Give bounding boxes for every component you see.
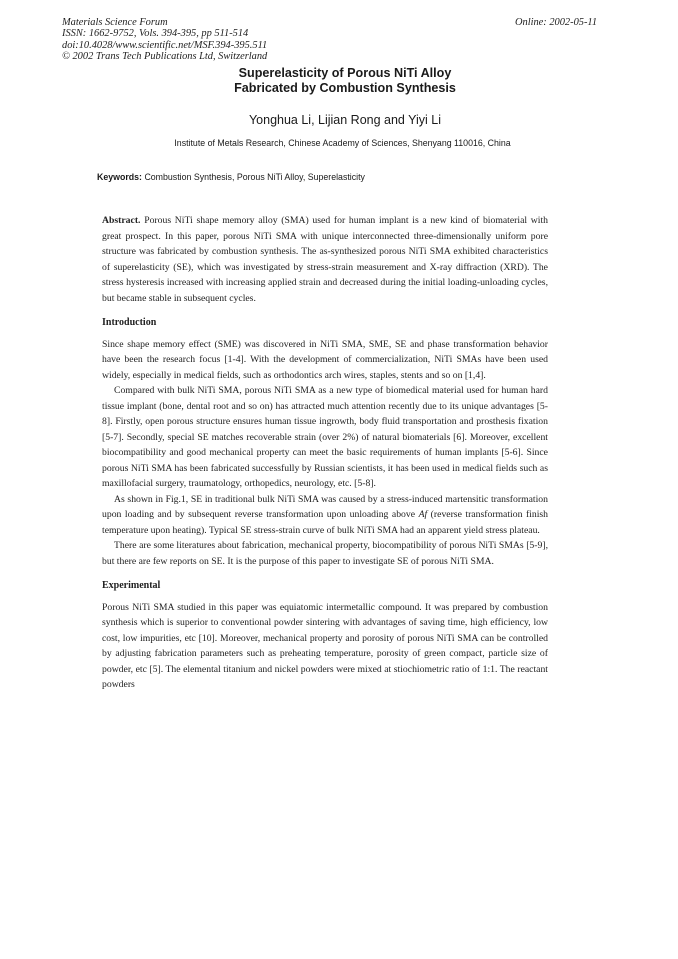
intro-paragraph-3 [102, 492, 548, 539]
title-line-1: Superelasticity of Porous NiTi Alloy [238, 66, 452, 80]
intro-paragraph-2: Compared with bulk NiTi SMA, porous NiTi SMA as a new type of biomedical material used for human hard tissue implant (bone, dental root and so on) has attracted much attention recently due to its unique advantages [5-8]. Firstly, open porous structure ensures human tissue ingrowth, body fluid transportation and prosthesis fixation [5-7]. Secondly, special SE matches recoverable strain (over 2%) of natural biomaterials [6]. Moreover, excellent biocompatibility and good mechanical property can meet the basic requirements of human implants [5-6]. Since porous NiTi SMA has been fabricated successfully by Russian scientists, it has been used in medical fields such as maxillofacial surgery, traumatology, orthopedics, neurology, etc. [5-8]. [102, 385, 548, 489]
online-date: Online: 2002-05-11 [515, 17, 598, 28]
keywords-text: Combustion Synthesis, Porous NiTi Alloy, Superelasticity [144, 172, 365, 182]
abstract-paragraph [102, 213, 548, 306]
issn-line: ISSN: 1662-9752, Vols. 394-395, pp 511-514 [62, 28, 249, 40]
intro-paragraph-4: There are some literatures about fabrication, mechanical property, biocompatibility of porous NiTi SMAs [5-9], but there are few reports on SE. It is the purpose of this paper to investigate SE of porous NiTi SMA. [102, 540, 548, 567]
intro-paragraph-1: Since shape memory effect (SME) was discovered in NiTi SMA, SME, SE and phase transformation behavior have been the research focus [1-4]. With the development of commercialization, NiTi SMAs have been used widely, especially in medical fields, such as orthodontics arch wires, staples, stents and so on [1,4]. [102, 338, 548, 381]
keywords-label: Keywords: [97, 172, 142, 182]
af-symbol: Af [418, 509, 428, 520]
body-text [102, 213, 548, 693]
journal-name: Materials Science Forum [62, 17, 168, 28]
paper-title [150, 66, 540, 96]
journal-header [62, 17, 267, 62]
experimental-paragraph-1: Porous NiTi SMA studied in this paper was equiatomic intermetallic compound. It was prepared by combustion synthesis which is superior to conventional powder sintering with advantages of saving time, high efficiency, low cost, low impurities, etc [10]. Moreover, mechanical property and porosity of porous NiTi SMA can be controlled by adjusting fabrication parameters such as preheating temperature, porosity of green compact, particle size of powder, etc [5]. The elemental titanium and nickel powders were mixed at stiochiometric ratio of 1:1. The reactant powders [102, 601, 548, 690]
doi-line: doi:10.4028/www.scientific.net/MSF.394-395.511 [62, 39, 268, 51]
experimental-heading: Experimental [102, 580, 161, 591]
introduction-heading: Introduction [102, 317, 157, 328]
title-line-2: Fabricated by Combustion Synthesis [234, 81, 456, 95]
authors: Yonghua Li, Lijian Rong and Yiyi Li [248, 113, 442, 127]
copyright-line: © 2002 Trans Tech Publications Ltd, Switzerland [62, 50, 268, 62]
abstract-label: Abstract. [102, 215, 141, 226]
keywords-line [97, 172, 365, 182]
intro-p3-text-a: As shown in Fig.1, SE in traditional bulk NiTi SMA was caused by a stress-induced martensitic transformation upon loading and by subsequent reverse transformation upon unloading above [102, 493, 548, 520]
affiliation: Institute of Metals Research, Chinese Academy of Sciences, Shenyang 110016, China [174, 138, 511, 148]
abstract-text: Porous NiTi shape memory alloy (SMA) used for human implant is a new kind of biomaterial with great prospect. In this paper, porous NiTi SMA with unique interconnected three-dimensionally uniform pore structure was fabricated by combustion synthesis. The as-synthesized porous NiTi SMA exhibited characteristics of superelasticity (SE), which was investigated by stress-strain measurement and X-ray diffraction (XRD). The stress hysteresis increased with increasing applied strain and decreased during the initial loading-unloading cycles, but became stable in subsequent cycles. [102, 215, 549, 304]
intro-p3-text-b: (reverse transformation finish temperature upon heating). Typical SE stress-strain curve of bulk NiTi SMA had an apparent yield stress plateau. [102, 509, 549, 536]
